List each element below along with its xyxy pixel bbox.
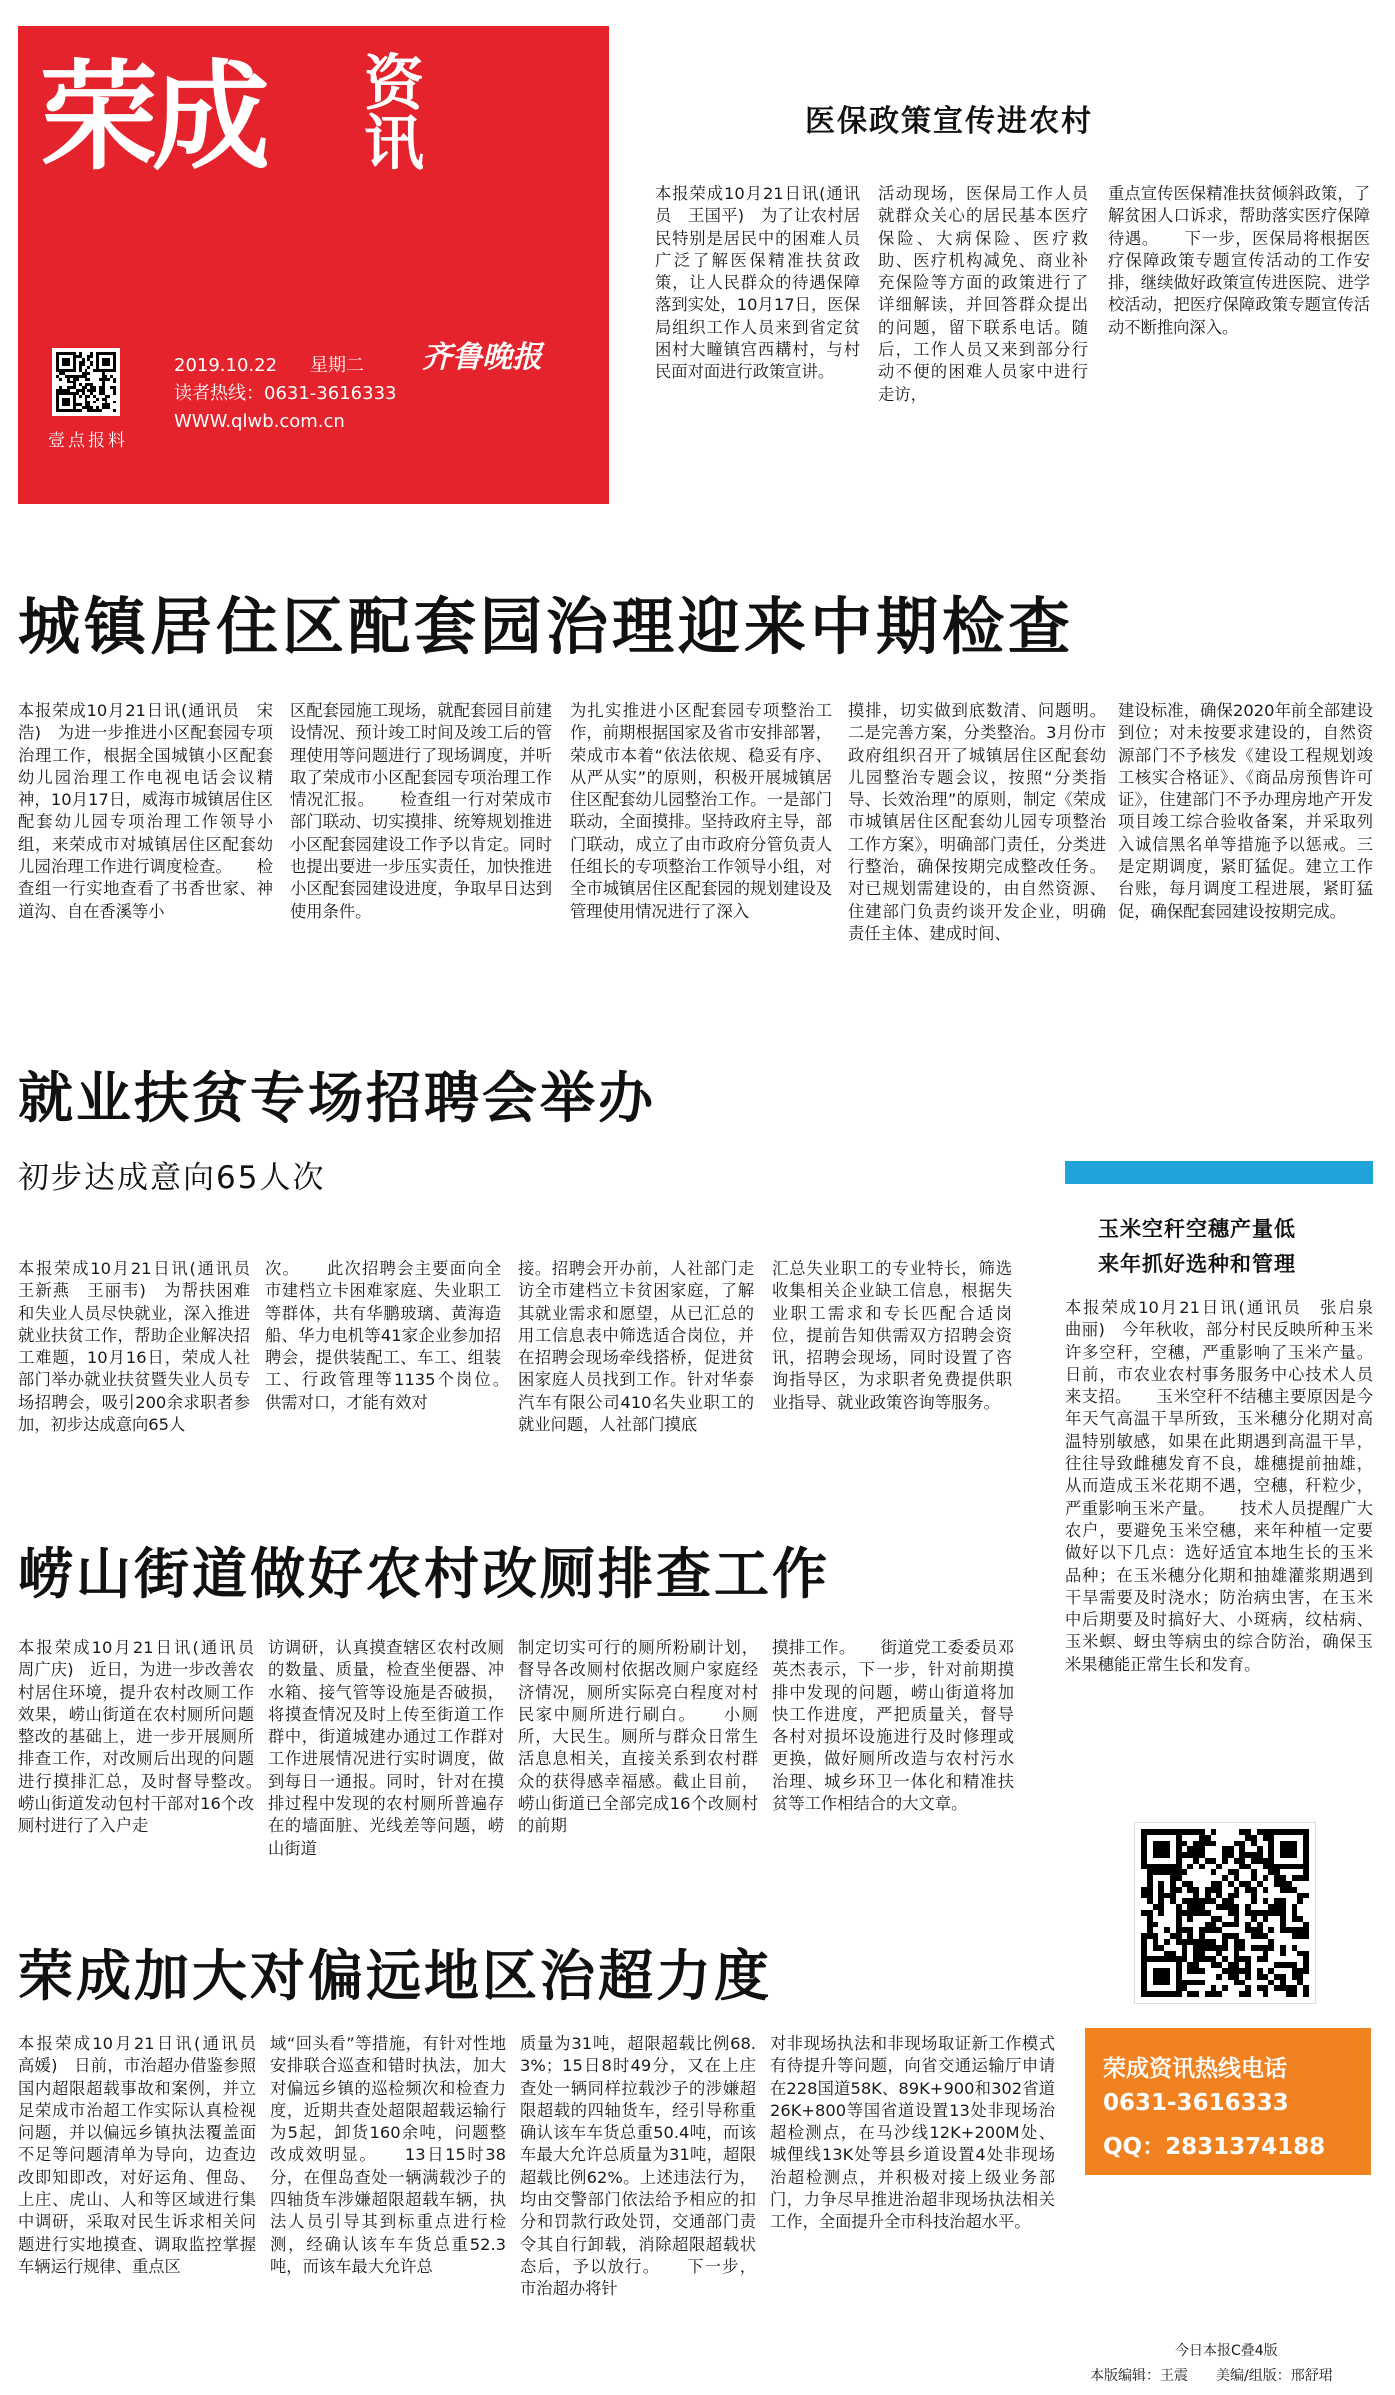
article-5-col1: 本报荣成10月21日讯(通讯员 高媛) 日前，市治超办借鉴参照国内超限超载事故和案例，并立足荣成市治超工作实际认真检视问题，并以偏远乡镇执法覆盖面不足等问题清单为导向，边查边改即知即改，对好运角、俚岛、上庄、虎山、人和等区域进行集中调研，采取对民生诉求相关问题进行实地摸查、调取监控掌握车辆运行规律、重点区 (18, 2034, 256, 2276)
masthead-subtitle-top: 资 (364, 49, 424, 119)
website-link[interactable]: WWW.qlwb.com.cn (174, 411, 345, 432)
hotline-qq: QQ：2831374188 (1103, 2134, 1326, 2160)
issue-weekday: 星期二 (310, 355, 364, 376)
article-top-col2: 活动现场，医保局工作人员就群众关心的居民基本医疗保险、大病保险、医疗救助、医疗机构减免、商业补充保险等方面的政策进行了详细解读，并回答群众提出的问题，留下联系电话。随后，工作人员又来到部分行动不便的困难人员家中进行走访， (878, 184, 1088, 404)
sidebar-headline-line2: 来年抓好选种和管理 (1098, 1252, 1296, 1276)
sidebar-accent-line (1065, 1181, 1373, 1184)
article-4-col2: 访调研，认真摸查辖区农村改厕的数量、质量，检查坐便器、冲水箱、接气管等设施是否破损，将摸查情况及时上传至街道工作群中，街道城建办通过工作群对工作进展情况进行实时调度，做到每日一通报。同时，针对在摸排过程中发现的农村厕所普遍存在的墙面脏、光线差等问题，崂山街道 (268, 1638, 504, 1858)
article-3-col3: 接。招聘会开办前，人社部门走访全市建档立卡贫困家庭，了解其就业需求和愿望，从已汇总的用工信息表中筛选适合岗位，并在招聘会现场牵线搭桥，促进贫困家庭人员找到工作。针对华泰汽车有限公司410名失业职工的就业问题，人社部门摸底 (518, 1259, 754, 1435)
qr-pattern (56, 352, 116, 412)
qr-caption: 壹点报料 (48, 431, 128, 451)
footer-editors: 本版编辑：王震 美编/组版：邢舒珺 (1090, 2368, 1333, 2384)
article-5-col3: 质量为31吨，超限超载比例68.3%；15日8时49分，又在上庄查处一辆同样拉载沙子的涉嫌超限超载的四轴货车，经引导称重确认该车车货总重50.4吨，而该车最大允许总质量为31吨，超限超载比例62%。上述违法行为，均由交警部门依法给予相应的扣分和罚款行政处罚，交通部门责令其自行卸载，消除超限超载状态后，予以放行。 下一步，市治超办将针 (520, 2034, 756, 2299)
reader-hotline: 读者热线：0631-3616333 (174, 383, 397, 404)
article-3-col4: 汇总失业职工的专业特长，筛选收集相关企业缺工信息，根据失业职工需求和专长匹配合适岗位，提前告知供需双方招聘会资讯，招聘会现场，同时设置了咨询指导区，为求职者免费提供职业指导、就业政策咨询等服务。 (772, 1259, 1012, 1412)
sidebar-body: 本报荣成10月21日讯(通讯员 张启泉 曲丽) 今年秋收，部分村民反映所种玉米许多空秆，空穗，严重影响了玉米产量。日前，市农业农村事务服务中心技术人员来支招。 玉米空秆不结穗主要原因是今年天气高温干旱所致，玉米穗分化期对高温特别敏感，如果在此期遇到高温干旱，往往导致雌穗发育不良，雄穗提前抽雄，从而造成玉米花期不遇，空穗，秆粒少，严重影响玉米产量。 技术人员提醒广大农户，要避免玉米空穗，来年种植一定要做好以下几点：选好适宜本地生长的玉米品种；在玉米穗分化期和抽雄灌浆期遇到干旱需要及时浇水；防治病虫害，在玉米中后期要及时搞好大、小斑病，纹枯病、玉米螟、蚜虫等病虫的综合防治，确保玉米果穗能正常生长和发育。 (1065, 1298, 1373, 1674)
article-3-col2: 次。 此次招聘会主要面向全市建档立卡困难家庭、失业职工等群体，共有华鹏玻璃、黄海造船、华力电机等41家企业参加招聘会，提供装配工、车工、组装工、行政管理等1135个岗位。 供需对口，才能有效对 (265, 1259, 501, 1412)
large-qr-code[interactable] (1135, 1823, 1315, 2003)
paper-logo: 齐鲁晚报 (422, 340, 542, 375)
masthead-qr-code[interactable] (52, 348, 120, 416)
article-top-col3: 重点宣传医保精准扶贫倾斜政策，了解贫困人口诉求，帮助落实医疗保障待遇。 下一步，医保局将根据医疗保障政策专题宣传活动的工作安排，继续做好政策宣传进医院、进学校活动，把医疗保障政策专题宣传活动不断推向深入。 (1108, 184, 1370, 337)
article-4-col1: 本报荣成10月21日讯(通讯员 周广庆) 近日，为进一步改善农村居住环境，提升农村改厕工作效果，崂山街道在农村厕所问题整改的基础上，进一步开展厕所排查工作，对改厕后出现的问题进行摸排汇总，及时督导整改。 崂山街道发动包村干部对16个改厕村进行了入户走 (18, 1638, 254, 1836)
article-4-headline: 崂山街道做好农村改厕排查工作 (18, 1542, 831, 1606)
article-2-headline: 城镇居住区配套园治理迎来中期检查 (18, 590, 1075, 663)
article-5-col2: 域“回头看”等措施，有针对性地安排联合巡查和错时执法，加大对偏远乡镇的巡检频次和检查力度，近期共查处超限超载运输行为5起，卸货160余吨，问题整改成效明显。 13日15时38分，在俚岛查处一辆满载沙子的四轴货车涉嫌超限超载车辆，执法人员引导其到标重点进行检测，经确认该车车货总重52.3吨，而该车最大允许总 (270, 2034, 506, 2276)
article-3-headline: 就业扶贫专场招聘会举办 (18, 1066, 657, 1130)
masthead-subtitle-bottom: 讯 (364, 109, 424, 179)
sidebar-accent-bar (1065, 1161, 1373, 1181)
article-2-col2: 区配套园施工现场，就配套园目前建设情况、预计竣工时间及竣工后的管理使用等问题进行了现场调度，并听取了荣成市小区配套园专项治理工作情况汇报。 检查组一行对荣成市部门联动、切实摸排、统筹规划推进小区配套园建设工作予以肯定。同时也提出要进一步压实责任，加快推进小区配套园建设进度，争取早日达到使用条件。 (290, 701, 552, 921)
article-2-col5: 建设标准，确保2020年前全部建设到位；对未按要求建设的，自然资源部门不予核发《建设工程规划竣工核实合格证》、《商品房预售许可证》，住建部门不予办理房地产开发项目竣工综合验收备案，并采取列入诚信黑名单等措施予以惩戒。三是定期调度，紧盯猛促。建立工作台账，每月调度工程进展，紧盯猛促，确保配套园建设按期完成。 (1118, 701, 1373, 921)
qr-pattern (1141, 1829, 1309, 1997)
masthead-subtitle (356, 49, 432, 179)
article-top-headline: 医保政策宣传进农村 (805, 104, 1093, 139)
article-5-col4: 对非现场执法和非现场取证新工作模式有待提升等问题，向省交通运输厅申请在228国道58K、89K+900和302省道26K+800等国省道设置13处非现场治超检测点，在马沙线12K+200M处、城俚线13K处等县乡道设置4处非现场治超检测点，并积极对接上级业务部门，力争尽早推进治超非现场执法相关工作，全面提升全市科技治超水平。 (770, 2034, 1055, 2232)
issue-date: 2019.10.22 (174, 355, 278, 376)
article-5-headline: 荣成加大对偏远地区治超力度 (18, 1944, 773, 2008)
article-2-col4: 摸排，切实做到底数清、问题明。二是完善方案，分类整治。3月份市政府组织召开了城镇居住区配套幼儿园整治专题会议，按照“分类指导、长效治理”的原则，制定《荣成市城镇居住区配套幼儿园专项整治工作方案》，明确部门责任，分类进行整治，确保按期完成整改任务。对已规划需建设的，由自然资源、住建部门负责约谈开发企业，明确责任主体、建成时间、 (848, 701, 1106, 943)
footer-pages-note: 今日本报C叠4版 (1175, 2343, 1278, 2359)
hotline-title: 荣成资讯热线电话 (1103, 2056, 1287, 2082)
article-4-col3: 制定切实可行的厕所粉刷计划，督导各改厕村依据改厕户家庭经济情况，厕所实际亮白程度对村民家中厕所进行刷白。 小厕所，大民生。厕所与群众日常生活息息相关，直接关系到农村群众的获得感幸福感。截止目前，崂山街道已全部完成16个改厕村的前期 (518, 1638, 758, 1836)
article-3-subhead: 初步达成意向65人次 (18, 1160, 326, 1196)
article-2-col3: 为扎实推进小区配套园专项整治工作，前期根据国家及省市安排部署，荣成市本着“依法依规、稳妥有序、从严从实”的原则，积极开展城镇居住区配套幼儿园整治工作。一是部门联动，全面摸排。坚持政府主导，部门联动，成立了由市政府分管负责人任组长的专项整治工作领导小组，对全市城镇居住区配套园的规划建设及管理使用情况进行了深入 (570, 701, 832, 921)
article-2-col1: 本报荣成10月21日讯(通讯员 宋浩) 为进一步推进小区配套园专项治理工作，根据全国城镇小区配套幼儿园治理工作电视电话会议精神，10月17日，威海市城镇居住区配套幼儿园专项治理工作领导小组，来荣成市对城镇居住区配套幼儿园治理工作进行调度检查。 检查组一行实地查看了书香世家、神道沟、自在香溪等小 (18, 701, 273, 921)
sidebar-headline-line1: 玉米空秆空穗产量低 (1098, 1217, 1296, 1241)
hotline-box (1085, 2028, 1371, 2175)
masthead-title: 荣成 (40, 48, 265, 186)
article-3-col1: 本报荣成10月21日讯(通讯员 王新燕 王丽韦) 为帮扶困难和失业人员尽快就业，深入推进就业扶贫工作，帮助企业解决招工难题，10月16日，荣成人社部门举办就业扶贫暨失业人员专场招聘会，吸引200余求职者参加，初步达成意向65人 (18, 1259, 250, 1435)
article-top-col1: 本报荣成10月21日讯(通讯员 王国平) 为了让农村居民特别是居民中的困难人员广泛了解医保精准扶贫政策，让人民群众的待遇保障落到实处，10月17日，医保局组织工作人员来到省定贫困村大疃镇宫西耩村，与村民面对面进行政策宣讲。 (655, 184, 860, 382)
article-4-col4: 摸排工作。 街道党工委委员邓英杰表示，下一步，针对前期摸排中发现的问题，崂山街道将加快工作进度，严把质量关，督导各村对损坏设施进行及时修理或更换，做好厕所改造与农村污水治理、城乡环卫一体化和精准扶贫等工作相结合的大文章。 (772, 1638, 1014, 1814)
hotline-phone: 0631-3616333 (1103, 2090, 1289, 2116)
